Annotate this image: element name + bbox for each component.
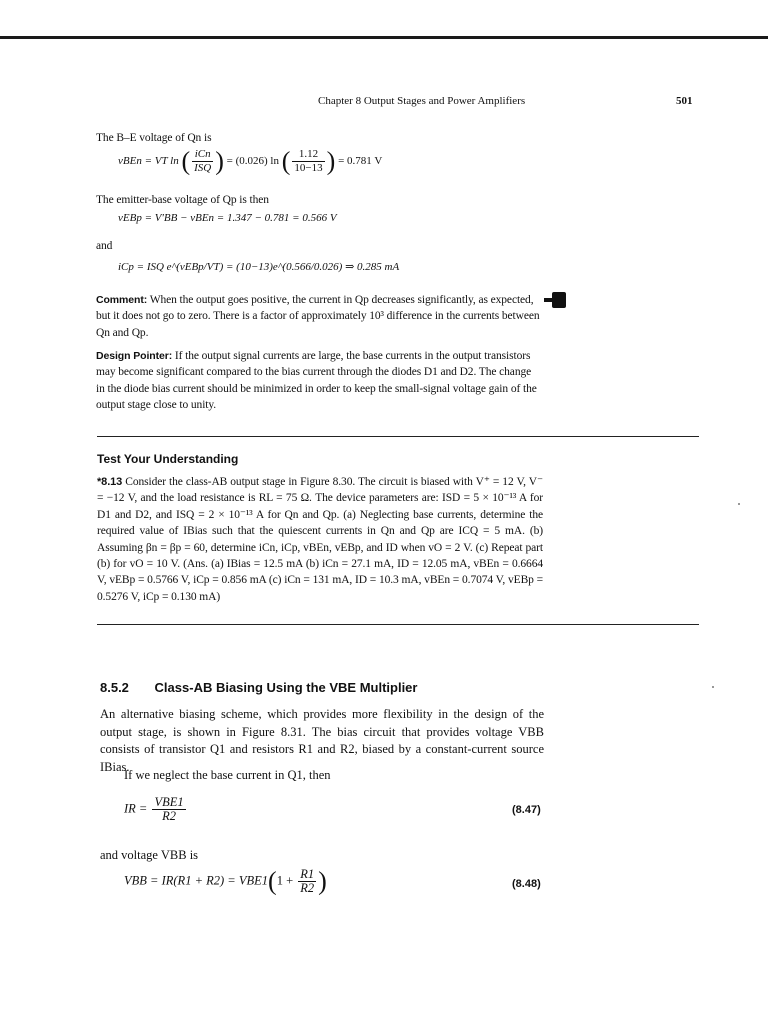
comment-text: When the output goes positive, the current in Qp decreases significantly, as expected, but it does not go to zero. There is a factor of approximately 10³ difference in the currents between Qn and Qp. <box>96 294 540 339</box>
design-pointer-text: If the output signal currents are large, the base currents in the output transistors may become significant compared to the bias current through the diodes D1 and D2. The change in the diode bias current should be minimized in order to keep the small-signal voltage gain of the output stage close to unity. <box>96 350 537 412</box>
exercise-text: Consider the class-AB output stage in Figure 8.30. The circuit is biased with V⁺ = 12 V, V⁻ = −12 V, and the load resistance is RL = 75 Ω. The device parameters are: ISD = 5 × 10⁻¹³ A for D1 and D2, and ISQ = 2 × 10⁻¹³ A for Qn and Qp. (a) Neglecting base currents, determine the required value of IBias such that the quiescent currents in Qn and Qp are ICQ = 5 mA. (b) Assuming βn = βp = 60, determine iCn, iCp, vBEn, vEBp, and ID when vO = 2 V. (c) Repeat part (b) for vO = 10 V. (Ans. (a) IBias = 12.5 mA (b) iCn = 27.1 mA, ID = 12.05 mA, vBEn = 0.6664 V, vEBp = 0.5766 V, iCp = 0.856 mA (c) iCn = 131 mA, ID = 10.3 mA, vBEn = 0.7074 V, vEBp = 0.5276 V, iCp = 0.130 mA) <box>97 476 543 603</box>
eq1-lhs: vBEn = VT ln <box>118 155 179 168</box>
section-paragraph-1: An alternative biasing scheme, which provides more flexibility in the design of the output stage, is shown in Figure 8.31. The bias circuit that provides voltage VBB consists of transistor Q1 and resistors R1 and R2, biased by a constant-current source IBias. <box>100 707 544 774</box>
voltage-line: and voltage VBB is <box>100 848 199 862</box>
eq847-fraction: $\frac{\text{VBE1}}{R2}$ <box>154 795 184 823</box>
eb-voltage-line: The emitter-base voltage of Qp is then <box>96 194 269 206</box>
tyu-title: Test Your Understanding <box>97 452 239 466</box>
eq848-inner: 1 + <box>276 873 294 888</box>
eq848-fraction: $\frac{R1}{R2}$ <box>300 867 315 895</box>
exercise-paragraph <box>97 474 543 605</box>
eq1-result: = 0.781 V <box>338 155 383 168</box>
eq1-mid: = (0.026) ln <box>226 155 279 168</box>
comment-paragraph <box>96 292 542 341</box>
design-pointer-paragraph <box>96 348 542 414</box>
tyu-bottom-rule <box>97 624 699 625</box>
running-title: Chapter 8 Output Stages and Power Amplifiers <box>318 95 526 107</box>
equation-icp: iCp = ISQ e^(vEBp/VT) = (10−13)e^(0.566/0.026) ⇒ 0.285 mA <box>118 261 400 273</box>
page-number: 501 <box>676 95 693 107</box>
margin-marker-icon <box>552 292 566 308</box>
section-heading <box>100 680 417 695</box>
equation-8-48: VBB = IR(R1 + R2) = VBE1(1 + $\frac{R1}{R2}$ ) <box>124 866 327 896</box>
eq848-lhs: VBB = IR(R1 + R2) = VBE1 <box>124 873 269 888</box>
be-voltage-line: The B–E voltage of Qn is <box>96 132 212 144</box>
eq1-fraction: $\frac{\text{iCn}}{\text{ISQ}}$ <box>194 148 212 174</box>
scan-speck <box>738 503 740 505</box>
eq1-fraction-2: $\frac{1.12}{10-13}$ <box>294 148 323 174</box>
tyu-top-rule <box>97 436 699 437</box>
top-rule <box>0 36 768 39</box>
equation-number-8-48: (8.48) <box>512 878 541 890</box>
equation-vebp: vEBp = V′BB − vBEn = 1.347 − 0.781 = 0.566 V <box>118 212 337 224</box>
and-word: and <box>96 240 113 252</box>
equation-number-8-47: (8.47) <box>512 804 541 816</box>
design-pointer-lead: Design Pointer: <box>96 350 173 362</box>
equation-vben: vBEn = VT ln ( $\frac{\text{iCn}}{\text{ISQ}}$ ) = (0.026) ln ( $\frac{1.12}{10-13}$ ) = 0.781 V <box>118 146 383 176</box>
equation-8-47 <box>124 796 188 823</box>
eq847-lhs: IR = <box>124 801 148 816</box>
exercise-number: *8.13 <box>97 476 123 488</box>
comment-lead: Comment: <box>96 294 148 306</box>
scan-speck <box>712 686 714 688</box>
section-title: Class-AB Biasing Using the VBE Multiplier <box>154 680 418 695</box>
section-paragraph-2: If we neglect the base current in Q1, then <box>124 768 331 782</box>
section-number: 8.5.2 <box>100 680 129 695</box>
